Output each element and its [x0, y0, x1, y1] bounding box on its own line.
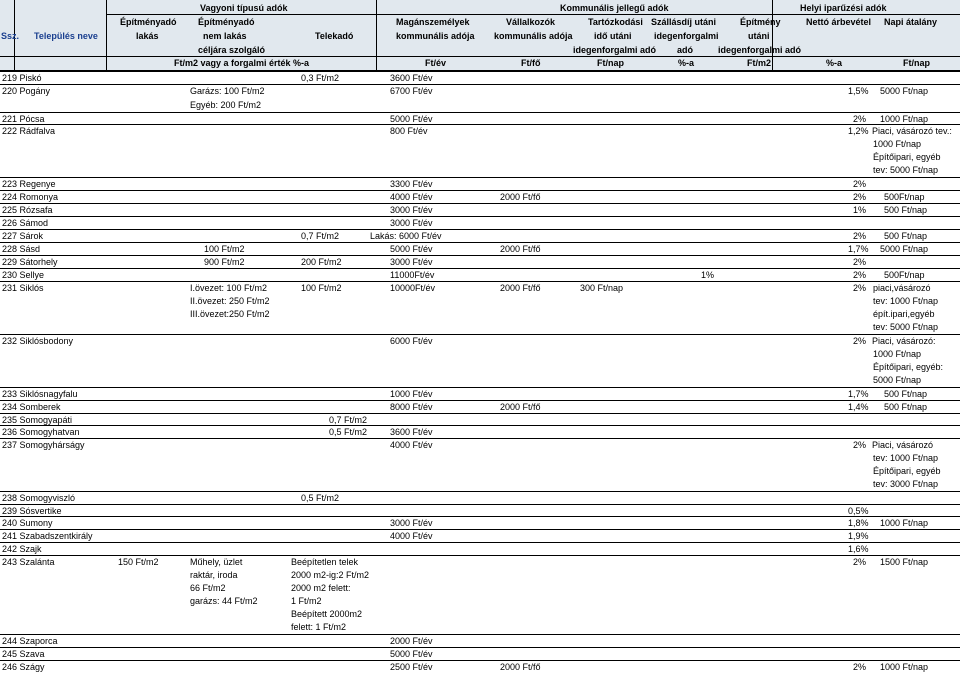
col-epitmeny-lakas: Építményadó: [120, 17, 177, 27]
cell-value: 2500 Ft/év: [390, 662, 433, 672]
row-label: 246 Szágy: [2, 662, 45, 672]
col-tartozkodasi-2: idő utáni: [594, 31, 632, 41]
table-row: [0, 555, 960, 635]
row-label: 242 Szajk: [2, 544, 42, 554]
cell-value: garázs: 44 Ft/m2: [190, 596, 258, 606]
cell-value: I.övezet: 100 Ft/m2: [190, 283, 268, 293]
table-row: [0, 255, 960, 269]
cell-value: 1000 Ft/év: [390, 389, 433, 399]
cell-value: 2000 Ft/év: [390, 636, 433, 646]
row-label: 221 Pócsa: [2, 114, 45, 124]
cell-value: 4000 Ft/év: [390, 192, 433, 202]
col-telekado: Telekadó: [315, 31, 354, 41]
cell-value: 3000 Ft/év: [390, 218, 433, 228]
col-epitmeny-nemlakas: Építményadó: [198, 17, 255, 27]
cell-value: Piaci, vásározó: [872, 440, 934, 450]
cell-value: 0,3 Ft/m2: [301, 73, 340, 83]
table-row: [0, 268, 960, 282]
cell-value: 1,7%: [848, 244, 869, 254]
cell-value: 66 Ft/m2: [190, 583, 226, 593]
table-row: [0, 216, 960, 230]
cell-value: tev: 5000 Ft/nap: [873, 322, 939, 332]
row-label: 241 Szabadszentkirály: [2, 531, 93, 541]
cell-value: 2%: [852, 114, 866, 124]
col-epitmeny-nemlakas-3: céljára szolgáló: [198, 45, 266, 55]
unit-pct-1: %-a: [678, 58, 695, 68]
cell-value: 2%: [852, 283, 866, 293]
table-row: [0, 124, 960, 178]
cell-value: Beépített 2000m2: [291, 609, 363, 619]
row-label: 225 Rózsafa: [2, 205, 53, 215]
cell-value: Garázs: 100 Ft/m2: [190, 86, 265, 96]
cell-value: épít.ipari,egyéb: [873, 309, 935, 319]
cell-value: 3000 Ft/év: [390, 205, 433, 215]
cell-value: 500 Ft/nap: [884, 205, 928, 215]
cell-value: 1 Ft/m2: [291, 596, 322, 606]
col-epitmeny-lakas-2: lakás: [136, 31, 159, 41]
cell-value: Lakás: 6000 Ft/év: [370, 231, 442, 241]
cell-value: 2000 Ft/fő: [500, 662, 541, 672]
table-row: [0, 334, 960, 388]
cell-value: 1,6%: [848, 544, 869, 554]
col-ssz: Ssz.: [1, 31, 20, 41]
cell-value: Műhely, üzlet: [190, 557, 243, 567]
row-label: 240 Sumony: [2, 518, 53, 528]
cell-value: felett: 1 Ft/m2: [291, 622, 347, 632]
unit-ftnap-1: Ft/nap: [597, 58, 624, 68]
col-szallasdij: Szállásdíj utáni: [651, 17, 717, 27]
cell-value: 6000 Ft/év: [390, 336, 433, 346]
cell-value: 1000 Ft/nap: [880, 518, 929, 528]
unit-vagyoni: Ft/m2 vagy a forgalmi érték %-a: [174, 58, 310, 68]
col-vallalkozok-2: kommunális adója: [494, 31, 573, 41]
cell-value: 5000 Ft/nap: [880, 86, 929, 96]
cell-value: 500Ft/nap: [884, 192, 925, 202]
cell-value: 2%: [852, 270, 866, 280]
col-magan-2: kommunális adója: [396, 31, 475, 41]
cell-value: 1,9%: [848, 531, 869, 541]
group-kommunalis: Kommunális jellegű adók: [560, 3, 669, 13]
cell-value: Piaci, vásározó tev.:: [872, 126, 952, 136]
table-row: [0, 542, 960, 556]
cell-value: 0,5%: [848, 506, 869, 516]
cell-value: 2000 m2-ig:2 Ft/m2: [291, 570, 370, 580]
cell-value: 800 Ft/év: [390, 126, 428, 136]
cell-value: 2000 m2 felett:: [291, 583, 351, 593]
cell-value: 1,8%: [848, 518, 869, 528]
row-label: 244 Szaporca: [2, 636, 58, 646]
table-row: [0, 425, 960, 439]
cell-value: 2%: [852, 257, 866, 267]
cell-value: Építőipari, egyéb:: [873, 362, 944, 372]
table-row: [0, 634, 960, 648]
col-tartozkodasi: Tartózkodási: [588, 17, 643, 27]
cell-value: 1000 Ft/nap: [880, 662, 929, 672]
row-label: 228 Sásd: [2, 244, 41, 254]
table-row: [0, 229, 960, 243]
cell-value: 150 Ft/m2: [118, 557, 159, 567]
cell-value: 300 Ft/nap: [580, 283, 624, 293]
table-row: [0, 516, 960, 530]
cell-value: 8000 Ft/év: [390, 402, 433, 412]
cell-value: Beépítetlen telek: [291, 557, 359, 567]
cell-value: 100 Ft/m2: [204, 244, 245, 254]
cell-value: 2%: [852, 179, 866, 189]
cell-value: tev: 1000 Ft/nap: [873, 453, 939, 463]
row-label: 231 Siklós: [2, 283, 44, 293]
cell-value: 2%: [852, 231, 866, 241]
cell-value: 4000 Ft/év: [390, 440, 433, 450]
col-epitmeny-idegen-2: utáni: [748, 31, 770, 41]
col-napi: Napi átalány: [884, 17, 938, 27]
cell-value: tev: 5000 Ft/nap: [873, 165, 939, 175]
cell-value: 1%: [700, 270, 714, 280]
row-label: 233 Siklósnagyfalu: [2, 389, 78, 399]
cell-value: III.övezet:250 Ft/m2: [190, 309, 270, 319]
cell-value: II.övezet: 250 Ft/m2: [190, 296, 270, 306]
table-row: [0, 203, 960, 217]
table-row: [0, 281, 960, 335]
cell-value: 200 Ft/m2: [301, 257, 342, 267]
table-row: [0, 647, 960, 661]
row-label: 243 Szalánta: [2, 557, 55, 567]
table-row: [0, 177, 960, 191]
cell-value: Piaci, vásározó:: [872, 336, 936, 346]
cell-value: 0,5 Ft/m2: [329, 427, 368, 437]
col-szallasdij-2: idegenforgalmi: [654, 31, 719, 41]
row-label: 234 Somberek: [2, 402, 61, 412]
cell-value: 900 Ft/m2: [204, 257, 245, 267]
col-telepules: Település neve: [34, 31, 98, 41]
col-magan: Magánszemélyek: [396, 17, 470, 27]
table-row: [0, 84, 960, 113]
cell-value: 0,7 Ft/m2: [329, 415, 368, 425]
cell-value: 1000 Ft/nap: [873, 139, 922, 149]
unit-ftnap-2: Ft/nap: [903, 58, 930, 68]
cell-value: 2%: [852, 192, 866, 202]
row-label: 239 Sósvertike: [2, 506, 62, 516]
col-tartozkodasi-3: idegenforgalmi adó: [573, 45, 657, 55]
cell-value: 1,2%: [848, 126, 869, 136]
cell-value: 1,5%: [848, 86, 869, 96]
cell-value: 500 Ft/nap: [884, 402, 928, 412]
cell-value: 1500 Ft/nap: [880, 557, 929, 567]
cell-value: 1,4%: [848, 402, 869, 412]
cell-value: 3000 Ft/év: [390, 257, 433, 267]
row-label: 223 Regenye: [2, 179, 56, 189]
row-label: 232 Siklósbodony: [2, 336, 74, 346]
table-row: [0, 387, 960, 401]
row-label: 245 Szava: [2, 649, 45, 659]
cell-value: 2%: [852, 440, 866, 450]
col-szallasdij-3: adó: [677, 45, 694, 55]
cell-value: Egyéb: 200 Ft/m2: [190, 100, 262, 110]
group-helyi: Helyi iparűzési adók: [800, 3, 887, 13]
cell-value: 3600 Ft/év: [390, 73, 433, 83]
table-row: [0, 660, 960, 675]
cell-value: 1000 Ft/nap: [873, 349, 922, 359]
cell-value: 3000 Ft/év: [390, 518, 433, 528]
cell-value: 10000Ft/év: [390, 283, 436, 293]
header-rule: [106, 14, 960, 15]
table-row: [0, 438, 960, 492]
table-row: [0, 529, 960, 543]
col-netto: Nettó árbevétel: [806, 17, 872, 27]
cell-value: Építőipari, egyéb: [873, 152, 941, 162]
cell-value: 1000 Ft/nap: [880, 114, 929, 124]
cell-value: 4000 Ft/év: [390, 531, 433, 541]
col-epitmeny-idegen-3: idegenforgalmi adó: [718, 45, 802, 55]
row-label: 224 Romonya: [2, 192, 59, 202]
table-header: [0, 0, 960, 71]
cell-value: 5000 Ft/év: [390, 114, 433, 124]
cell-value: 500Ft/nap: [884, 270, 925, 280]
cell-value: 5000 Ft/nap: [873, 375, 922, 385]
unit-ftfo: Ft/fő: [521, 58, 541, 68]
cell-value: 5000 Ft/év: [390, 649, 433, 659]
cell-value: 6700 Ft/év: [390, 86, 433, 96]
cell-value: 500 Ft/nap: [884, 389, 928, 399]
row-label: 237 Somogyhárságy: [2, 440, 85, 450]
row-label: 229 Sátorhely: [2, 257, 58, 267]
row-label: 236 Somogyhatvan: [2, 427, 80, 437]
cell-value: tev: 3000 Ft/nap: [873, 479, 939, 489]
cell-value: 3600 Ft/év: [390, 427, 433, 437]
cell-value: 11000Ft/év: [390, 270, 435, 280]
table-row: [0, 190, 960, 204]
row-label: 235 Somogyapáti: [2, 415, 73, 425]
cell-value: 500 Ft/nap: [884, 231, 928, 241]
table-row: [0, 242, 960, 256]
header-divider: [106, 0, 107, 70]
cell-value: 1%: [852, 205, 866, 215]
cell-value: 0,7 Ft/m2: [301, 231, 340, 241]
cell-value: 2%: [852, 662, 866, 672]
cell-value: 2000 Ft/fő: [500, 283, 541, 293]
cell-value: tev: 1000 Ft/nap: [873, 296, 939, 306]
cell-value: 3300 Ft/év: [390, 179, 433, 189]
table-row: [0, 71, 960, 85]
header-divider: [772, 0, 773, 70]
cell-value: Építőipari, egyéb: [873, 466, 941, 476]
unit-pct-2: %-a: [826, 58, 843, 68]
cell-value: 5000 Ft/év: [390, 244, 433, 254]
cell-value: 5000 Ft/nap: [880, 244, 929, 254]
cell-value: 2000 Ft/fő: [500, 402, 541, 412]
col-vallalkozok: Vállalkozók: [506, 17, 556, 27]
row-label: 220 Pogány: [2, 86, 51, 96]
row-label: 238 Somogyviszló: [2, 493, 76, 503]
cell-value: 2%: [852, 336, 866, 346]
cell-value: 1,7%: [848, 389, 869, 399]
unit-ftm2: Ft/m2: [747, 58, 772, 68]
row-label: 230 Sellye: [2, 270, 45, 280]
cell-value: 100 Ft/m2: [301, 283, 342, 293]
row-label: 226 Sámod: [2, 218, 49, 228]
row-label: 227 Sárok: [2, 231, 44, 241]
cell-value: 2000 Ft/fő: [500, 244, 541, 254]
cell-value: raktár, iroda: [190, 570, 238, 580]
table-row: [0, 400, 960, 414]
row-label: 222 Rádfalva: [2, 126, 56, 136]
row-label: 219 Piskó: [2, 73, 42, 83]
header-divider: [376, 0, 377, 70]
col-epitmeny-nemlakas-2: nem lakás: [203, 31, 247, 41]
unit-ftev: Ft/év: [425, 58, 447, 68]
cell-value: 2%: [852, 557, 866, 567]
cell-value: 0,5 Ft/m2: [301, 493, 340, 503]
group-vagyoni: Vagyoni típusú adók: [200, 3, 288, 13]
header-rule: [0, 56, 960, 57]
cell-value: 2000 Ft/fő: [500, 192, 541, 202]
cell-value: piaci,vásározó: [873, 283, 931, 293]
table-row: [0, 491, 960, 505]
col-epitmeny-idegen: Építmény: [740, 17, 781, 27]
